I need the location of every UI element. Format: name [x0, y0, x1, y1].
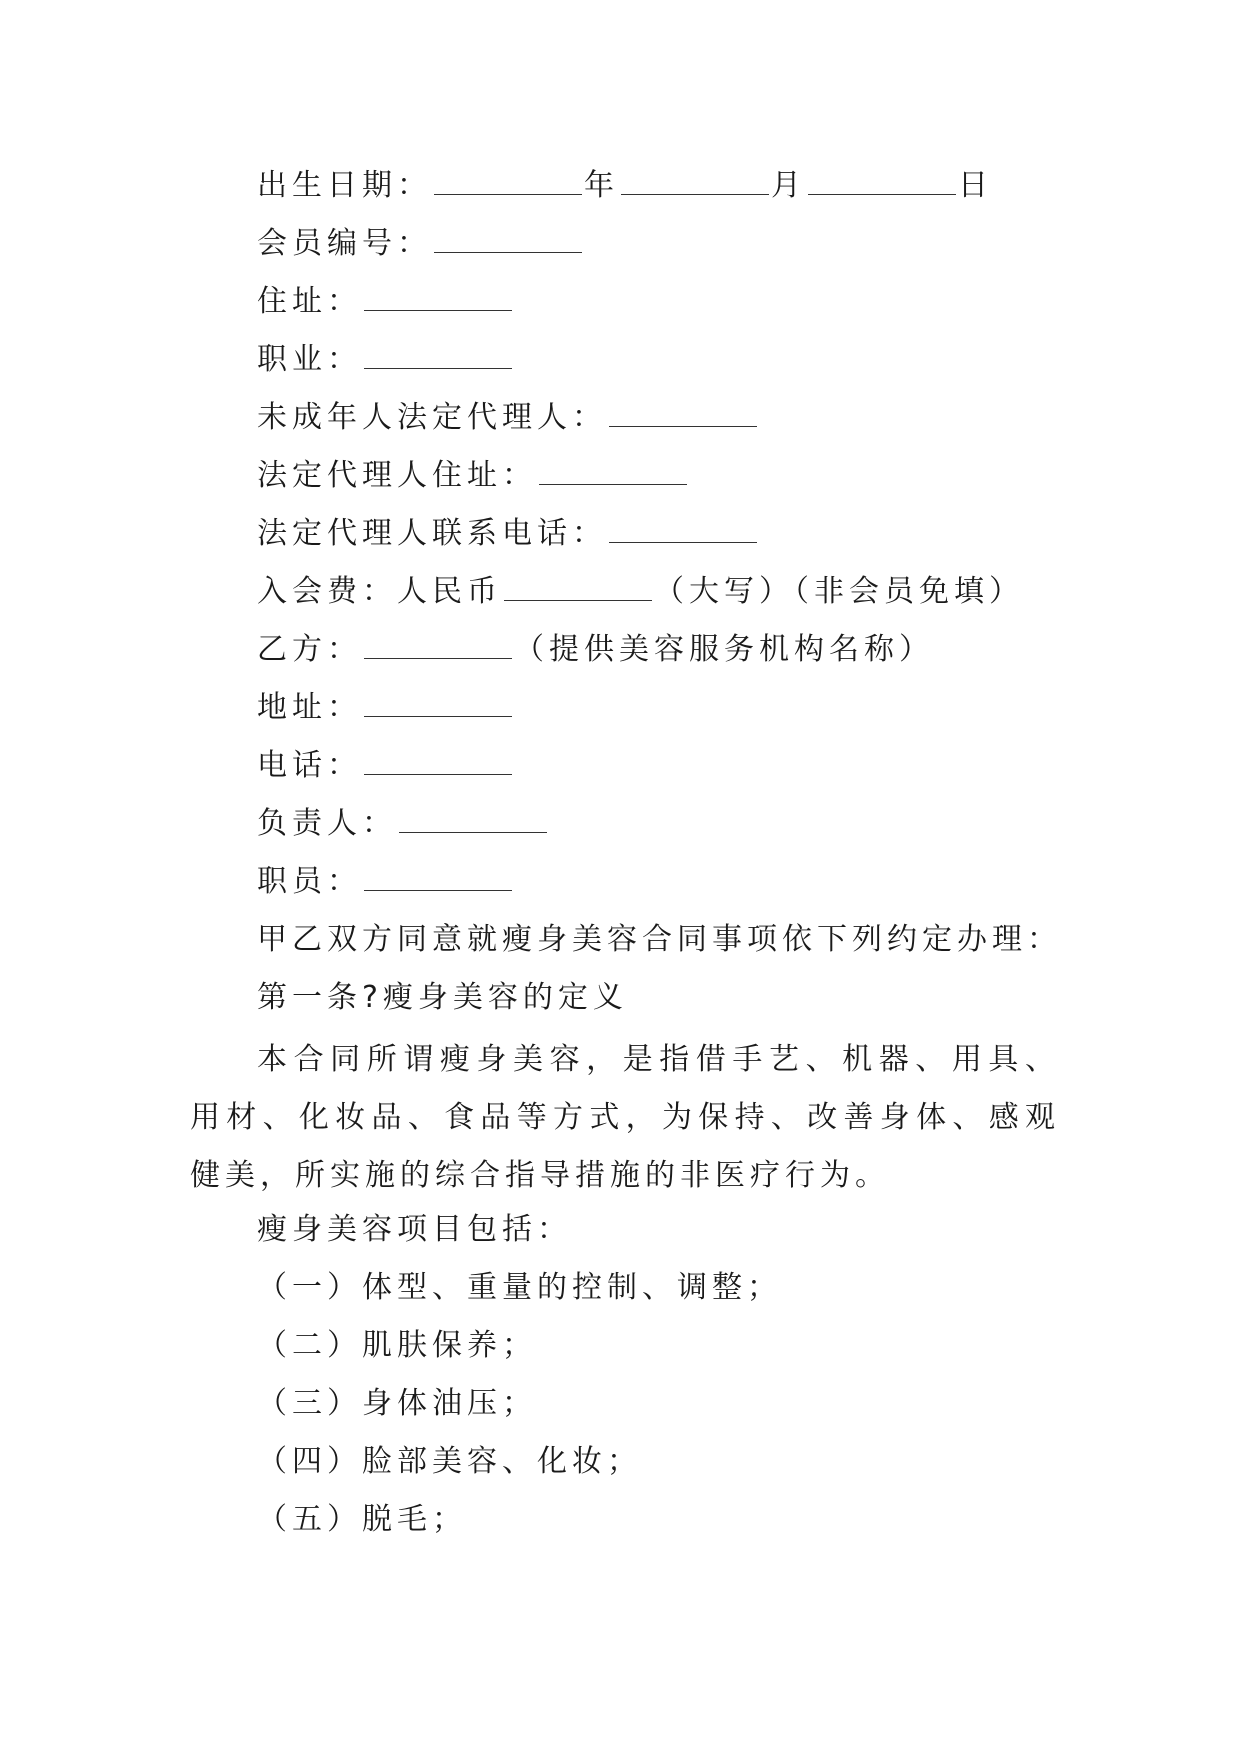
b-address-line: [257, 688, 514, 728]
guardian-blank[interactable]: [609, 400, 757, 427]
b-staff-label: 职员：: [257, 864, 362, 899]
b-staff-line: [257, 862, 514, 902]
address-line: [257, 282, 514, 322]
month-label: 月: [771, 168, 806, 203]
member-no-line: [257, 224, 584, 264]
party-b-blank[interactable]: [364, 632, 512, 659]
list-item: （三）身体油压；: [257, 1386, 537, 1421]
day-label: 日: [958, 168, 993, 203]
guardian-address-label: 法定代理人住址：: [257, 458, 537, 493]
fee-label: 入会费：人民币: [257, 574, 502, 609]
birth-date-label: 出生日期：: [257, 168, 432, 203]
b-manager-line: [257, 804, 549, 844]
party-b-suffix: （提供美容服务机构名称）: [514, 632, 934, 667]
b-address-blank[interactable]: [364, 690, 512, 717]
guardian-phone-line: [257, 514, 759, 554]
fee-line: [257, 572, 1024, 612]
guardian-phone-label: 法定代理人联系电话：: [257, 516, 607, 551]
occupation-blank[interactable]: [364, 342, 512, 369]
guardian-phone-blank[interactable]: [609, 516, 757, 543]
b-phone-blank[interactable]: [364, 748, 512, 775]
list-item: （五）脱毛；: [257, 1502, 467, 1537]
b-staff-blank[interactable]: [364, 864, 512, 891]
list-item: （一）体型、重量的控制、调整；: [257, 1270, 782, 1305]
agreement-text: 甲乙双方同意就瘦身美容合同事项依下列约定办理：: [257, 922, 1062, 957]
guardian-line: [257, 398, 759, 438]
address-blank[interactable]: [364, 284, 512, 311]
guardian-label: 未成年人法定代理人：: [257, 400, 607, 435]
birth-month-blank[interactable]: [621, 168, 769, 195]
member-no-blank[interactable]: [434, 226, 582, 253]
birth-date-line: [257, 166, 993, 206]
b-manager-blank[interactable]: [399, 806, 547, 833]
guardian-address-line: [257, 456, 689, 496]
birth-year-blank[interactable]: [434, 168, 582, 195]
b-address-label: 地址：: [257, 690, 362, 725]
list-item: （二）肌肤保养；: [257, 1328, 537, 1363]
party-b-line: [257, 630, 934, 670]
article-1-title: 第一条?瘦身美容的定义: [257, 980, 628, 1015]
b-phone-label: 电话：: [257, 748, 362, 783]
fee-suffix: （大写）（非会员免填）: [654, 574, 1024, 609]
member-no-label: 会员编号：: [257, 226, 432, 261]
guardian-address-blank[interactable]: [539, 458, 687, 485]
occupation-line: [257, 340, 514, 380]
items-intro: 瘦身美容项目包括：: [257, 1212, 572, 1247]
occupation-label: 职业：: [257, 342, 362, 377]
b-phone-line: [257, 746, 514, 786]
address-label: 住址：: [257, 284, 362, 319]
year-label: 年: [584, 168, 619, 203]
definition-paragraph: 本合同所谓瘦身美容，是指借手艺、机器、用具、用材、化妆品、食品等方式，为保持、改善身体、感观健美，所实施的综合指导措施的非医疗行为。: [190, 1042, 1060, 1193]
b-manager-label: 负责人：: [257, 806, 397, 841]
fee-blank[interactable]: [504, 574, 652, 601]
list-item: （四）脸部美容、化妆；: [257, 1444, 642, 1479]
birth-day-blank[interactable]: [808, 168, 956, 195]
party-b-label: 乙方：: [257, 632, 362, 667]
